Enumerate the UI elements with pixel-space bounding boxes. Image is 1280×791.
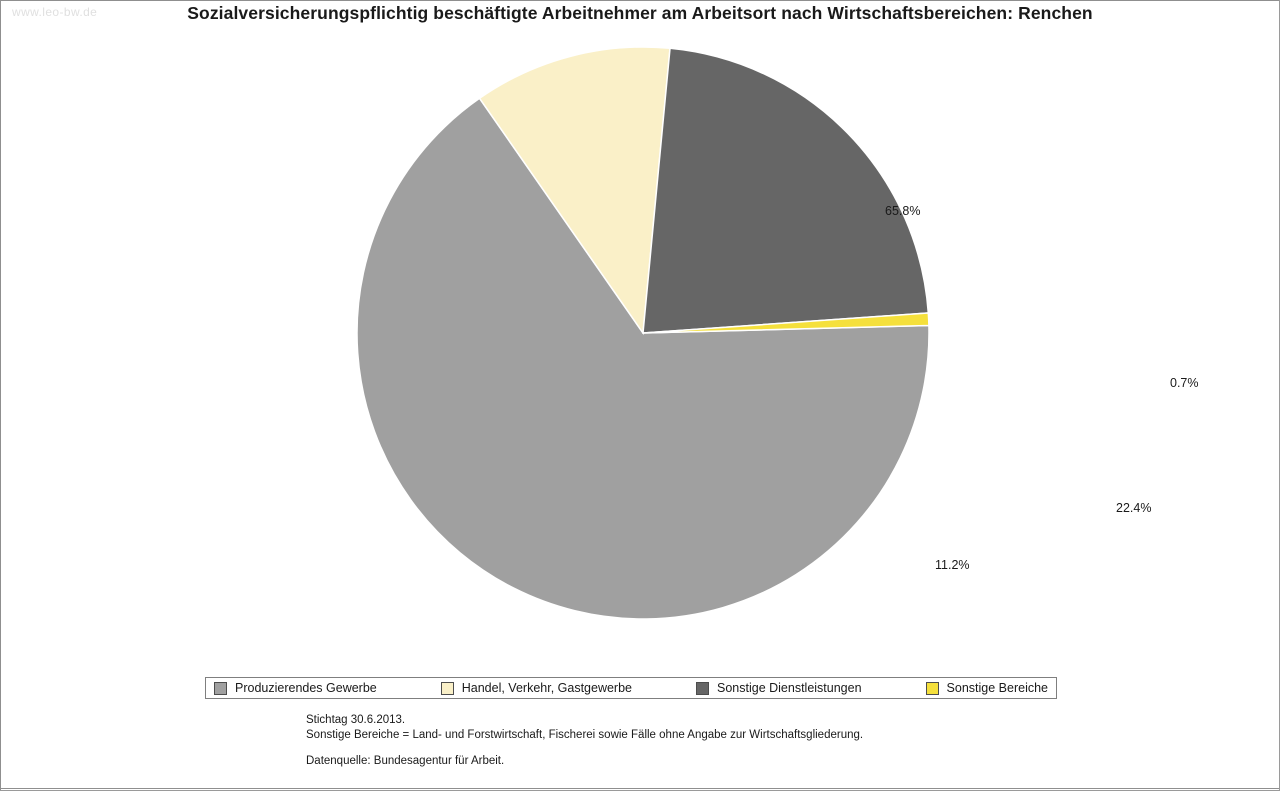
legend-swatch-icon [696,682,709,695]
pie-chart [357,47,1199,619]
frame-border-left [0,0,1,791]
legend-label: Handel, Verkehr, Gastgewerbe [461,681,632,695]
slice-value-label: 0.7% [1170,376,1199,390]
legend-item [696,678,862,698]
footnote-line: Datenquelle: Bundesagentur für Arbeit. [306,755,505,767]
legend-swatch-icon [214,682,227,695]
slice-value-label: 11.2% [935,558,970,572]
legend-item [441,678,632,698]
footnote-line: Sonstige Bereiche = Land- und Forstwirtschaft, Fischerei sowie Fälle ohne Angabe zur Wirtschaftsgliederung. [306,729,864,741]
page-title: Sozialversicherungspflichtig beschäftigte Arbeitnehmer am Arbeitsort nach Wirtschaftsbereichen: Renchen [187,3,1093,23]
footnote-spacer [306,743,863,754]
footnotes [306,713,863,769]
legend-swatch-icon [926,682,939,695]
legend-label: Sonstige Bereiche [946,681,1048,695]
legend-item [926,678,1048,698]
frame-border-top [0,0,1280,1]
legend-swatch-icon [441,682,454,695]
slice-value-label: 22.4% [1116,501,1152,515]
footnote-line: Stichtag 30.6.2013. [306,714,406,726]
legend-label: Produzierendes Gewerbe [235,681,377,695]
legend-label: Sonstige Dienstleistungen [717,681,862,695]
pie-slice [643,48,928,333]
slice-value-label: 65.8% [885,204,921,218]
site-watermark: www.leo-bw.de [12,5,98,19]
legend-item [214,678,377,698]
frame-border-bottom [0,788,1280,789]
pie-svg [357,47,929,619]
chart-legend [205,677,1057,699]
